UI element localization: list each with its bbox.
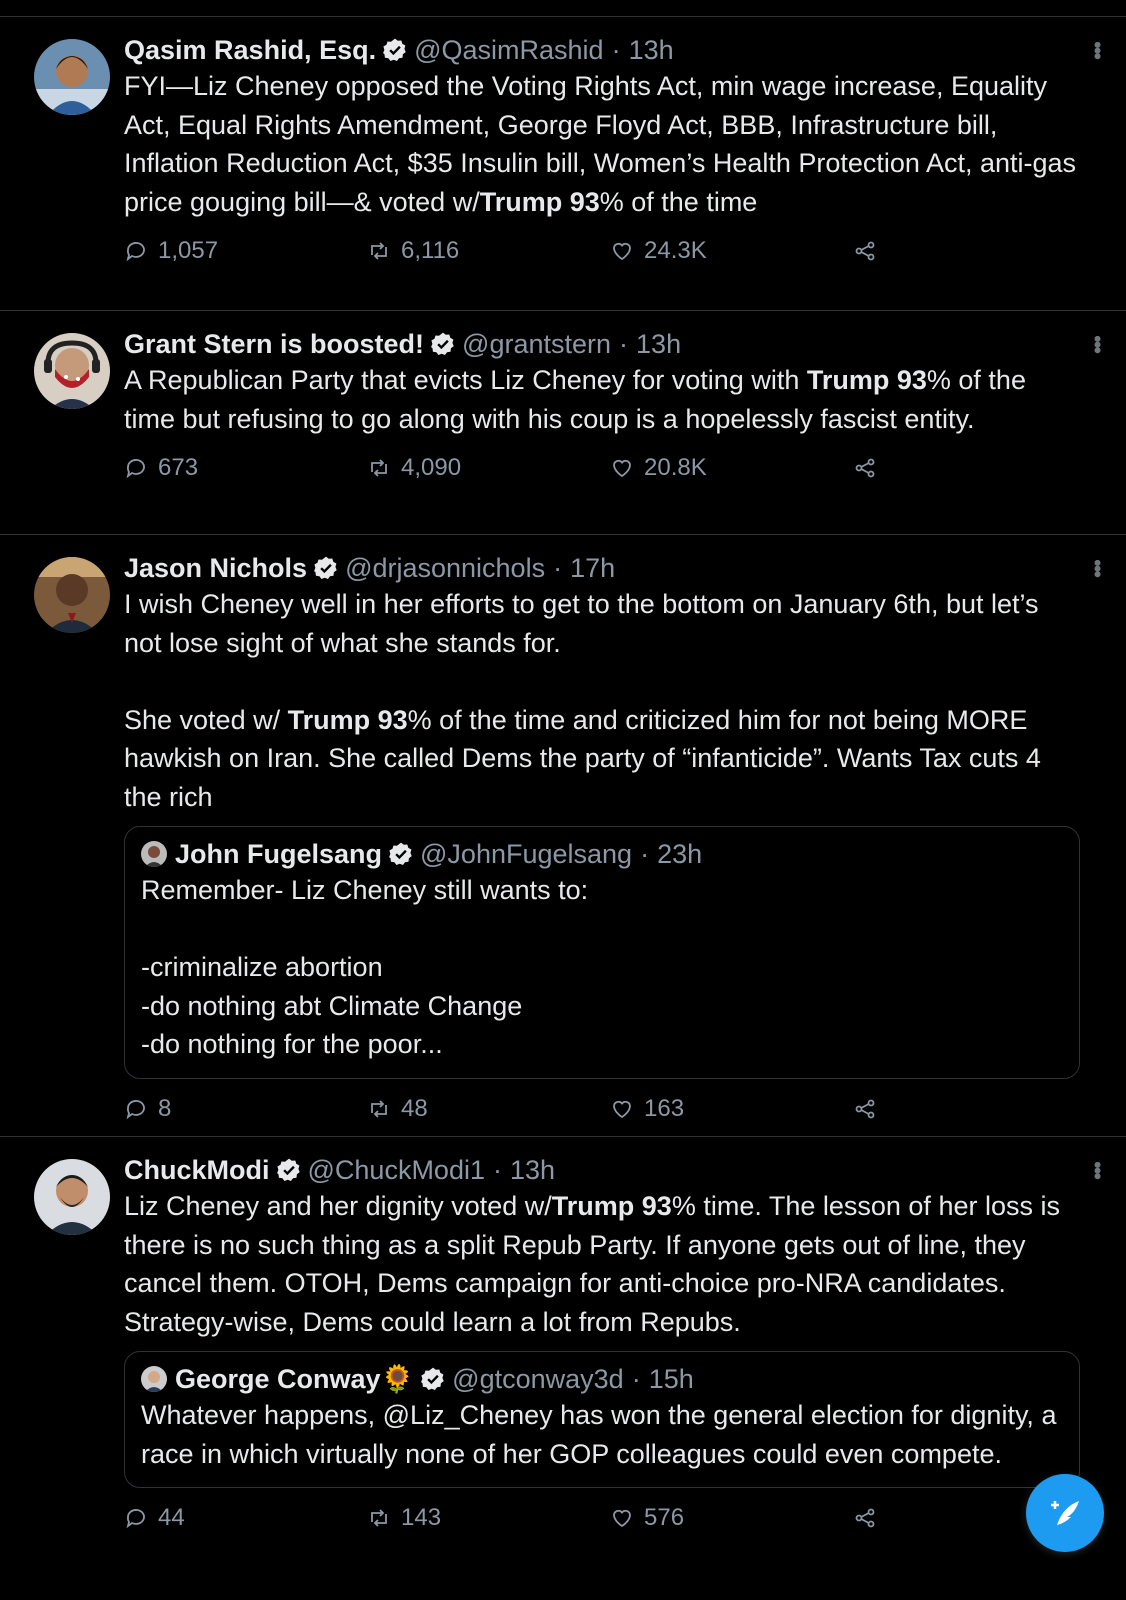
quoted-author-name: John Fugelsang [175,839,383,869]
reply-count: 1,057 [158,237,219,264]
share-button[interactable] [853,239,893,263]
reply-icon [124,1506,148,1530]
share-button[interactable] [853,1097,893,1121]
tweet-time[interactable]: 13h [636,329,682,359]
tweet[interactable] [0,1137,1126,1548]
avatar[interactable] [34,557,110,633]
quoted-tweet-header [141,837,1063,871]
reply-button[interactable] [124,1504,367,1532]
avatar[interactable] [34,39,110,115]
compose-tweet-button[interactable] [1026,1474,1104,1552]
retweet-button[interactable] [367,1095,610,1123]
verified-badge-icon [276,1157,302,1183]
more-options-icon[interactable]: ••• [1085,41,1110,59]
like-count: 163 [644,1094,685,1122]
tweet-actions [124,1079,1080,1139]
reply-icon [124,1097,148,1121]
heart-icon [610,1097,634,1121]
tweet-text: FYI—Liz Cheney opposed the Voting Rights Act, min wage increase, Equality Act, Equal Rights Amendment, George Floyd Act, BBB, Infrastructure bill, Inflation Reduction Act, $35 Insulin bill, Women’s Health Protection Act, anti-gas price gouging bill—& voted w/Trump 93% of the time [124,71,1084,217]
separator-dot: · [640,839,650,869]
author-handle[interactable]: @ChuckModi1 [307,1155,485,1185]
tweet[interactable] [0,535,1126,1137]
author-name[interactable]: Jason Nichols [124,553,308,583]
quoted-tweet-header [141,1362,1063,1396]
tweet-actions [124,1488,1080,1548]
retweet-count: 48 [401,1094,428,1122]
reply-count: 673 [158,454,199,481]
quoted-author-name: George Conway🌻 [175,1364,415,1394]
author-name[interactable]: Qasim Rashid, Esq. [124,35,377,65]
tweet-text: A Republican Party that evicts Liz Cheney for voting with Trump 93% of the time but refusing to go along with his coup is a hopelessly fascist entity. [124,365,1034,434]
heart-icon [610,1506,634,1530]
quoted-tweet[interactable] [124,1351,1080,1488]
tweet-time[interactable]: 13h [628,35,674,65]
retweet-count: 6,116 [401,237,460,264]
like-count: 576 [644,1504,685,1531]
tweet-header [124,1153,1080,1187]
compose-tweet-icon [1045,1493,1085,1533]
timeline-top-divider [0,0,1126,17]
tweet-time[interactable]: 17h [570,553,616,583]
quoted-tweet[interactable] [124,826,1080,1079]
share-button[interactable] [853,1506,893,1530]
reply-icon [124,239,148,263]
tweet-header [124,33,1080,67]
quoted-avatar [141,841,167,867]
separator-dot: · [631,1364,641,1394]
more-options-icon[interactable]: ••• [1085,559,1110,577]
verified-badge-icon [388,841,414,867]
quoted-author-handle: @gtconway3d [452,1364,624,1394]
heart-icon [610,456,634,480]
retweet-icon [367,1506,391,1530]
quoted-tweet-text: Remember- Liz Cheney still wants to: -criminalize abortion -do nothing abt Climate Change -do nothing for the poor... [141,875,589,1059]
tweet-actions [124,221,1080,281]
like-button[interactable] [610,454,853,482]
retweet-icon [367,239,391,263]
retweet-icon [367,456,391,480]
tweet-time[interactable]: 13h [509,1155,556,1185]
retweet-icon [367,1097,391,1121]
tweet-text: I wish Cheney well in her efforts to get to the bottom on January 6th, but let’s not lose sight of what she stands for. She voted w/ Trump 93% of the time and criticized him for not being MORE hawkish on Iran. She called Dems the party of “infanticide”. Wants Tax cuts 4 the rich [124,589,1049,812]
timeline [0,17,1126,1548]
tweet-actions [124,438,1080,498]
share-icon [853,239,877,263]
quoted-tweet-time: 15h [648,1364,694,1394]
verified-badge-icon [382,37,408,63]
like-button[interactable] [610,1504,853,1532]
author-handle[interactable]: @drjasonnichols [345,553,546,583]
reply-count: 44 [158,1504,185,1531]
verified-badge-icon [420,1366,446,1392]
tweet[interactable] [0,311,1126,535]
quoted-tweet-time: 23h [657,839,703,869]
like-count: 24.3K [644,237,707,264]
author-handle[interactable]: @grantstern [462,329,612,359]
separator-dot: · [553,553,563,583]
reply-count: 8 [158,1094,172,1122]
tweet-text: Liz Cheney and her dignity voted w/Trump 93% time. The lesson of her loss is there is no such thing as a split Repub Party. If anyone gets out of line, they cancel them. OTOH, Dems campaign for anti-choice pro-NRA candidates. Strategy-wise, Dems could learn a lot from Repubs. [124,1191,1068,1337]
avatar[interactable] [34,1159,110,1235]
retweet-button[interactable] [367,237,610,265]
avatar[interactable] [34,333,110,409]
quoted-avatar [141,1366,167,1392]
more-options-icon[interactable]: ••• [1085,335,1110,353]
like-button[interactable] [610,1095,853,1123]
separator-dot: · [611,35,621,65]
reply-button[interactable] [124,237,367,265]
tweet[interactable] [0,17,1126,311]
separator-dot: · [619,329,629,359]
quoted-author-handle: @JohnFugelsang [420,839,633,869]
author-handle[interactable]: @QasimRashid [414,35,604,65]
separator-dot: · [492,1155,502,1185]
share-icon [853,1506,877,1530]
verified-badge-icon [313,555,339,581]
like-button[interactable] [610,237,853,265]
quoted-tweet-text: Whatever happens, @Liz_Cheney has won the general election for dignity, a race in which virtually none of her GOP colleagues could even compete. [141,1400,1064,1469]
author-name[interactable]: Grant Stern is boosted! [124,329,425,359]
tweet-header [124,327,1080,361]
share-icon [853,1097,877,1121]
like-count: 20.8K [644,454,707,481]
heart-icon [610,239,634,263]
reply-button[interactable] [124,1095,367,1123]
share-button[interactable] [853,456,893,480]
tweet-header [124,551,1080,585]
retweet-count: 4,090 [401,454,462,481]
more-options-icon[interactable]: ••• [1085,1161,1110,1179]
reply-icon [124,456,148,480]
reply-button[interactable] [124,454,367,482]
retweet-button[interactable] [367,454,610,482]
share-icon [853,456,877,480]
verified-badge-icon [430,331,456,357]
author-name[interactable]: ChuckModi [124,1155,270,1185]
retweet-button[interactable] [367,1504,610,1532]
retweet-count: 143 [401,1504,442,1531]
